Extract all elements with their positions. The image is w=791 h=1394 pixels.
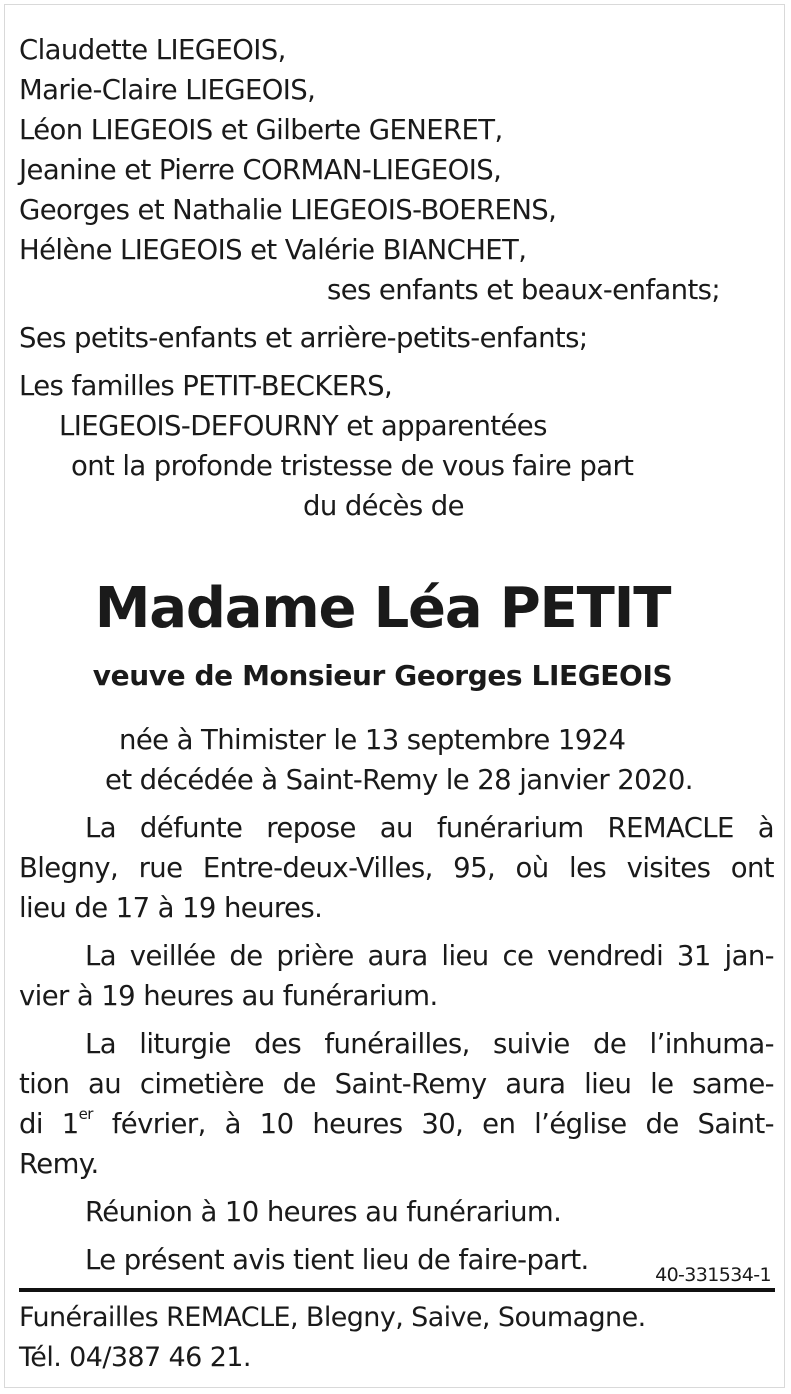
family-line: Georges et Nathalie LIEGEOIS-BOERENS, (19, 194, 557, 226)
divider (19, 1288, 775, 1292)
paragraph-line: Blegny, rue Entre-deux-Villes, 95, où les visites ont (19, 852, 774, 884)
paragraph-line: La défunte repose au funérarium REMACLE à (85, 812, 774, 844)
funeral-home-line: Funérailles REMACLE, Blegny, Saive, Soumagne. (19, 1302, 646, 1333)
family-line: Jeanine et Pierre CORMAN-LIEGEOIS, (19, 154, 502, 186)
obituary-body (19, 30, 774, 1280)
deceased-name: Madame Léa PETIT (94, 576, 671, 641)
family-line: Claudette LIEGEOIS, (19, 34, 286, 66)
families-line: Les familles PETIT-BECKERS, (19, 370, 393, 402)
paragraph-line: Remy. (19, 1148, 99, 1180)
family-line: Marie-Claire LIEGEOIS, (19, 74, 316, 106)
phone-line: Tél. 04/387 46 21. (19, 1342, 251, 1373)
notice-line: Le présent avis tient lieu de faire-part. (85, 1244, 589, 1276)
announcement-line: ont la profonde tristesse de vous faire part (71, 450, 634, 482)
grandchildren-line: Ses petits-enfants et arrière-petits-enfants; (19, 322, 588, 354)
children-caption: ses enfants et beaux-enfants; (327, 274, 721, 306)
paragraph-line: lieu de 17 à 19 heures. (19, 892, 323, 924)
announcement-line: du décès de (303, 490, 464, 522)
repose-paragraph (19, 808, 774, 928)
date-text: di 1 (19, 1108, 79, 1140)
paragraph-line: vier à 19 heures au funérarium. (19, 980, 438, 1012)
paragraph-line: La liturgie des funérailles, suivie de l’inhuma- (85, 1028, 774, 1060)
ordinal-superscript: er (78, 1105, 93, 1123)
vigil-paragraph (19, 936, 774, 1016)
liturgy-paragraph (19, 1024, 774, 1184)
gathering-line: Réunion à 10 heures au funérarium. (85, 1196, 562, 1228)
widow-of-line: veuve de Monsieur Georges LIEGEOIS (92, 659, 673, 692)
paragraph-line: tion au cimetière de Saint-Remy aura lieu le same- (19, 1068, 774, 1100)
family-line: Léon LIEGEOIS et Gilberte GENERET, (19, 114, 503, 146)
reference-number: 40-331534-1 (655, 1264, 771, 1286)
families-line: LIEGEOIS-DEFOURNY et apparentées (59, 410, 547, 442)
footer (19, 1298, 774, 1378)
family-line: Hélène LIEGEOIS et Valérie BIANCHET, (19, 234, 527, 266)
date-text: février, à 10 heures 30, en l’église de Saint- (92, 1108, 774, 1140)
birth-line: née à Thimister le 13 septembre 1924 (119, 724, 626, 756)
paragraph-line: La veillée de prière aura lieu ce vendredi 31 jan- (85, 940, 774, 972)
death-line: et décédée à Saint-Remy le 28 janvier 2020. (105, 764, 693, 796)
paragraph-line (19, 1104, 774, 1144)
